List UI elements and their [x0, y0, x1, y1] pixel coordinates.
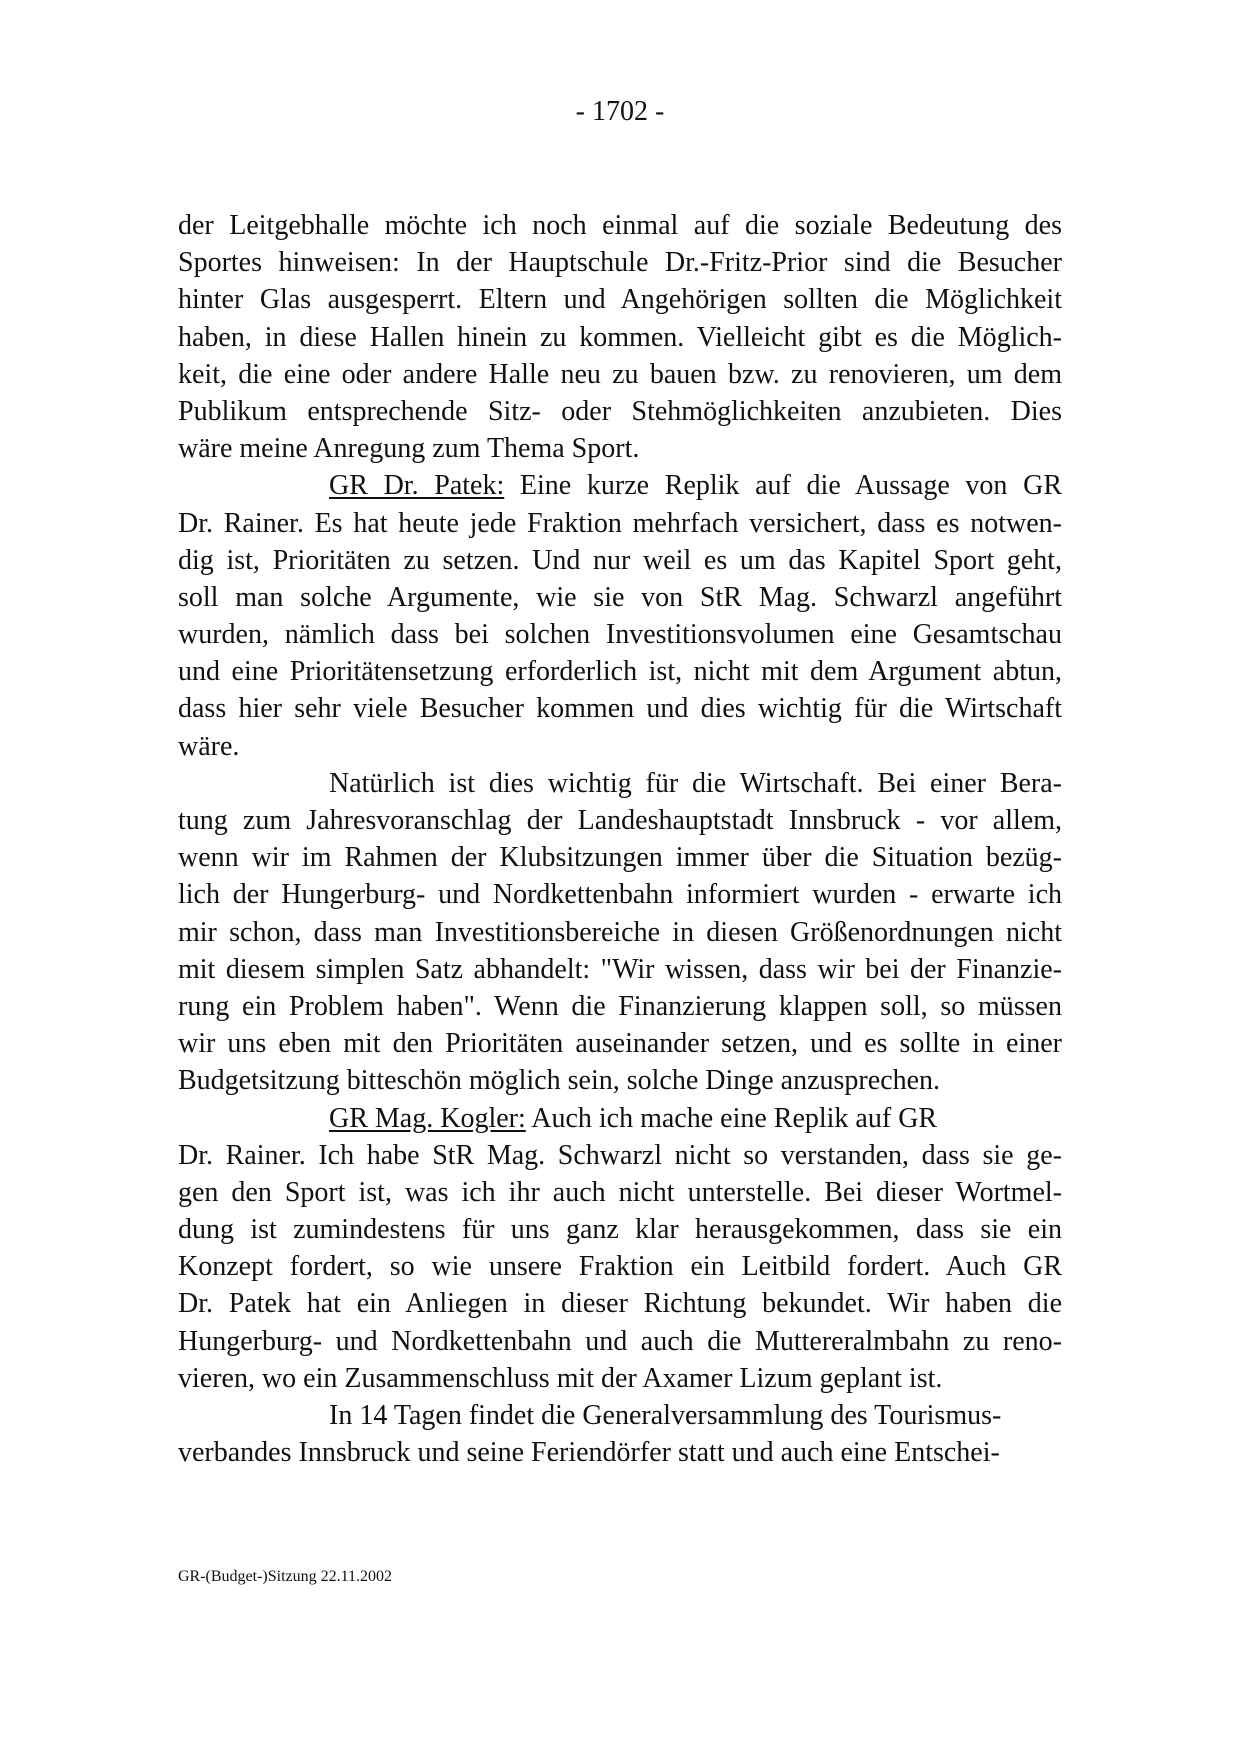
text-line: Dr. Rainer. Es hat heute jede Fraktion mehrfach versichert, dass es notwen- [178, 507, 1062, 539]
text-line: Hungerburg- und Nordkettenbahn und auch die Muttereralmbahn zu reno- [178, 1325, 1062, 1357]
text-line: wir uns eben mit den Prioritäten auseinander setzen, und es sollte in einer [178, 1028, 1062, 1060]
text-line: soll man solche Argumente, wie sie von StR Mag. Schwarzl angeführt [178, 581, 1062, 613]
text-line: tung zum Jahresvoranschlag der Landeshauptstadt Innsbruck - vor allem, [178, 805, 1062, 836]
text-line: verbandes Innsbruck und seine Feriendörfer statt und auch eine Entschei- [178, 1437, 1000, 1469]
text-line: hinter Glas ausgesperrt. Eltern und Angehörigen sollten die Möglichkeit [178, 284, 1062, 316]
text-line: dig ist, Prioritäten zu setzen. Und nur weil es um das Kapitel Sport geht, [178, 544, 1062, 576]
text-line: Konzept fordert, so wie unsere Fraktion ein Leitbild fordert. Auch GR [178, 1251, 1062, 1283]
page-number: - 1702 - [575, 96, 665, 127]
text-line: wurden, nämlich dass bei solchen Investitionsvolumen eine Gesamtschau [178, 619, 1062, 651]
text-line: In 14 Tagen findet die Generalversammlung des Tourismus- [329, 1400, 1002, 1431]
text-line: keit, die eine oder andere Halle neu zu bauen bzw. zu renovieren, um dem [178, 358, 1062, 390]
text-line: gen den Sport ist, was ich ihr auch nicht unterstelle. Bei dieser Wortmel- [178, 1176, 1062, 1208]
footer: GR-(Budget-)Sitzung 22.11.2002 [178, 1568, 393, 1585]
text-line: Dr. Rainer. Ich habe StR Mag. Schwarzl nicht so verstanden, dass sie ge- [178, 1139, 1062, 1171]
speaker-line [178, 467, 1062, 504]
text-line: der Leitgebhalle möchte ich noch einmal auf die soziale Bedeutung des [178, 210, 1062, 241]
text-line: wenn wir im Rahmen der Klubsitzungen immer über die Situation bezüg- [178, 842, 1062, 874]
speaker-name: GR Mag. Kogler: [329, 1102, 526, 1134]
speaker-line [178, 1100, 1062, 1137]
text-line: rung ein Problem haben". Wenn die Finanzierung klappen soll, so müssen [178, 990, 1062, 1022]
text-line: vieren, wo ein Zusammenschluss mit der Axamer Lizum geplant ist. [178, 1362, 943, 1394]
text-line: und eine Prioritätensetzung erforderlich ist, nicht mit dem Argument abtun, [178, 656, 1062, 688]
speaker-text: Eine kurze Replik auf die Aussage von GR [504, 470, 1062, 502]
text-line: dung ist zumindestens für uns ganz klar herausgekommen, dass sie ein [178, 1214, 1062, 1246]
text-line: mit diesem simplen Satz abhandelt: "Wir wissen, dass wir bei der Finanzie- [178, 953, 1062, 985]
text-line: Publikum entsprechende Sitz- oder Stehmöglichkeiten anzubieten. Dies [178, 395, 1062, 427]
text-line: Dr. Patek hat ein Anliegen in dieser Richtung bekundet. Wir haben die [178, 1288, 1062, 1320]
text-line: dass hier sehr viele Besucher kommen und dies wichtig für die Wirtschaft [178, 693, 1062, 725]
text-line: Natürlich ist dies wichtig für die Wirtschaft. Bei einer Bera- [329, 767, 1062, 799]
text-line: mir schon, dass man Investitionsbereiche in diesen Größenordnungen nicht [178, 916, 1062, 948]
body-text [178, 207, 1062, 1471]
speaker-text: Auch ich mache eine Replik auf GR [525, 1102, 938, 1134]
text-line: lich der Hungerburg- und Nordkettenbahn informiert wurden - erwarte ich [178, 879, 1062, 911]
text-line: haben, in diese Hallen hinein zu kommen. Vielleicht gibt es die Möglich- [178, 321, 1062, 353]
text-line: wäre meine Anregung zum Thema Sport. [178, 433, 640, 465]
text-line: Budgetsitzung bitteschön möglich sein, solche Dinge anzusprechen. [178, 1065, 941, 1097]
text-line: Sportes hinweisen: In der Hauptschule Dr.-Fritz-Prior sind die Besucher [178, 247, 1062, 279]
speaker-name: GR Dr. Patek: [329, 470, 505, 502]
text-line: wäre. [178, 730, 240, 762]
